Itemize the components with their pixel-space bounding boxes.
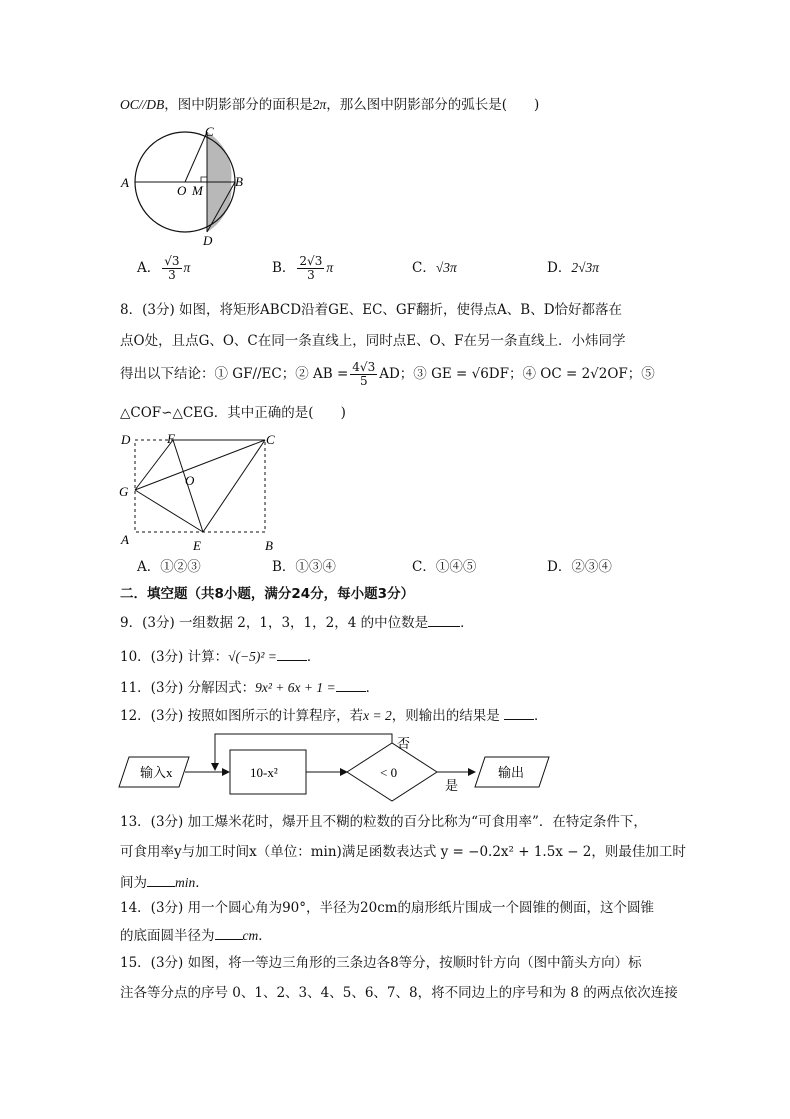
q9-text: 9．(3分) 一组数据 2，1，3，1，2，4 的中位数是: [120, 615, 429, 631]
q9-answer-blank[interactable]: [428, 612, 460, 627]
q8-label-d: D: [121, 432, 131, 447]
q8-label-a: A: [121, 532, 129, 547]
q8-option-a[interactable]: A．①②③: [137, 559, 201, 575]
q7-label-b: B: [235, 174, 243, 189]
q12-answer-blank[interactable]: [504, 705, 534, 720]
q7-right-angle-mark: [201, 177, 207, 182]
q8-line-3: [120, 356, 655, 392]
q14-period: ．: [258, 928, 272, 944]
q7-option-a-num: √3: [164, 254, 180, 268]
q8-line-3-start: 得出以下结论：① GF//EC；② AB =: [120, 366, 349, 382]
q8-line-1: 8．(3分) 如图，将矩形ABCD沿着GE、EC、GF翻折，使得点A、B、D恰好都落在: [120, 302, 623, 318]
q12-flowchart: [115, 728, 565, 808]
q7-option-c-letter: C．: [412, 260, 436, 276]
q11-expression: 9x² + 6x + 1 =: [255, 680, 336, 695]
q9-period: ．: [460, 615, 474, 631]
q13-line-3: [120, 872, 209, 893]
q10-text: 10．(3分) 计算：: [120, 649, 229, 665]
q10-answer-blank[interactable]: [277, 646, 307, 661]
q8-line-4: △COF∽△CEG．其中正确的是( ): [120, 405, 346, 421]
q7-label-m: M: [192, 183, 203, 198]
q8-line-2: 点O处，且点G、O、C在同一条直线上，同时点E、O、F在另一条直线上．小炜同学: [120, 333, 626, 349]
q7-option-a-fraction: [162, 255, 181, 282]
q7-option-a-letter: A．: [137, 260, 161, 276]
q7-option-b-letter: B．: [272, 260, 296, 276]
section-2-heading: 二．填空题（共8小题，满分24分，每小题3分）: [120, 586, 415, 602]
q8-fraction-den: 5: [359, 374, 368, 388]
q12-x-value: x = 2: [363, 708, 392, 723]
q8-line-3-end: AD；③ GE = √6DF；④ OC = 2√2OF；⑤: [379, 366, 655, 382]
q13-line-2: 可食用率y与加工时间x（单位：min)满足函数表达式 y = −0.2x² + 1.5x − 2，则最佳加工时: [120, 844, 686, 860]
flow-loop-back: [215, 734, 392, 770]
q8-rectangle-abcd: [135, 440, 265, 532]
q8-option-b[interactable]: B．①③④: [272, 559, 336, 575]
q7-area-value: 2π: [312, 97, 327, 112]
q7-option-b-den: 3: [307, 268, 315, 282]
q8-label-f: F: [167, 431, 175, 446]
q7-option-d[interactable]: [547, 258, 599, 278]
q7-option-b[interactable]: [272, 252, 333, 284]
q7-stem-text-2: ，那么图中阴影部分的弧长是( ): [326, 97, 540, 113]
q11-text: 11．(3分) 分解因式：: [120, 680, 256, 696]
q12-text-1: 12．(3分) 按照如图所示的计算程序，若: [120, 708, 364, 724]
q7-label-c: C: [205, 124, 214, 139]
q13-line-1: 13．(3分) 加工爆米花时，爆开且不糊的粒数的百分比称为“可食用率”．在特定条件下，: [120, 814, 647, 830]
q7-label-a: A: [121, 175, 129, 190]
flow-process-label: 10-x²: [250, 765, 278, 780]
q14-line-1: 14．(3分) 用一个圆心角为90°，半径为20cm的扇形纸片围成一个圆锥的侧面，这个圆锥: [120, 900, 655, 916]
q7-option-c-value: √3π: [435, 260, 457, 275]
q11-answer-blank[interactable]: [336, 677, 366, 692]
q7-segment-oc: [185, 132, 207, 182]
q7-option-d-value: 2√3π: [571, 260, 600, 275]
q8-ab-fraction: [350, 361, 377, 388]
q8-fraction-num: 4√3: [352, 360, 376, 374]
q10-expression: √(−5)² =: [228, 649, 277, 664]
q7-option-d-letter: D．: [547, 260, 572, 276]
q14-line-2: [120, 925, 272, 946]
q15-line-1: 15．(3分) 如图，将一等边三角形的三条边各8等分，按顺时针方向（图中箭头方向）标: [120, 955, 642, 971]
q7-stem-text-1: ，图中阴影部分的面积是: [164, 97, 313, 113]
q13-unit: min: [175, 875, 196, 890]
q7-option-b-pi: π: [326, 260, 334, 275]
q13-line-3-text: 间为: [120, 875, 147, 891]
q7-option-b-num: 2√3: [299, 254, 323, 268]
flow-output-label: 输出: [498, 765, 525, 780]
q11: [120, 677, 379, 698]
q7-option-a-pi: π: [183, 260, 191, 275]
q14-answer-blank[interactable]: [215, 925, 243, 940]
q10: [120, 646, 320, 667]
q8-label-e: E: [193, 538, 201, 553]
flow-yes-label: 是: [445, 778, 459, 793]
q8-segment-ec: [203, 440, 265, 532]
q7-option-a-den: 3: [168, 268, 176, 282]
q8-option-c[interactable]: C．①④⑤: [412, 559, 477, 575]
q8-label-c: C: [266, 432, 275, 447]
q15-line-2: 注各等分点的序号 0、1、2、3、4、5、6、7、8，将不同边上的序号和为 8 的两点依次连接: [120, 985, 678, 1001]
q7-label-o: O: [177, 183, 187, 198]
q12-text-2: ，则输出的结果是: [391, 708, 500, 724]
q7-option-b-fraction: [297, 255, 324, 282]
q14-unit: cm: [242, 928, 259, 943]
q8-rectangle-figure: [115, 430, 285, 554]
q7-label-d: D: [203, 233, 213, 246]
q12: [120, 705, 548, 726]
q13-period: ．: [195, 875, 209, 891]
q12-period: ．: [534, 708, 548, 724]
q8-segment-ge: [135, 490, 203, 532]
q8-label-o: O: [185, 473, 195, 488]
q7-option-c[interactable]: [412, 258, 457, 278]
flow-input-label: 输入x: [140, 765, 173, 780]
q8-label-b: B: [265, 538, 273, 553]
flow-decision-label: < 0: [380, 765, 398, 780]
q7-stem: [120, 95, 539, 115]
q9: [120, 612, 474, 633]
flow-no-label: 否: [397, 736, 411, 751]
q8-label-g: G: [119, 484, 129, 499]
q7-parallel-expr: OC//DB: [120, 97, 165, 112]
q7-circle-figure: [115, 122, 255, 246]
q13-answer-blank[interactable]: [147, 872, 175, 887]
q7-option-a[interactable]: [137, 252, 190, 284]
q11-period: ．: [365, 680, 380, 696]
q8-option-d[interactable]: D．②③④: [547, 559, 612, 575]
q10-period: ．: [306, 649, 321, 665]
q14-line-2-text: 的底面圆半径为: [120, 928, 215, 944]
